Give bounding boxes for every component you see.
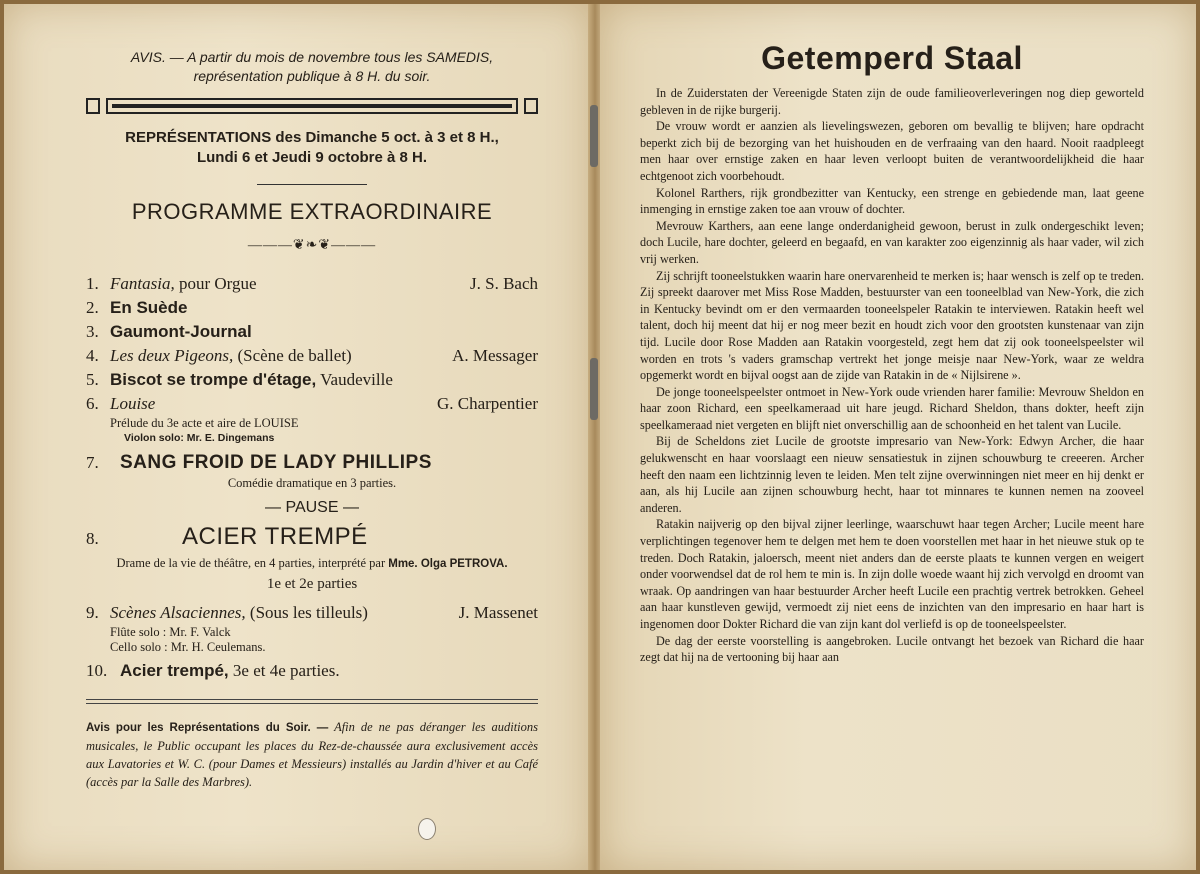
representations-line-1: REPRÉSENTATIONS des Dimanche 5 oct. à 3 et 8 H.,: [125, 129, 499, 146]
left-page: [4, 4, 590, 870]
programme-item-10: [86, 659, 538, 683]
punch-hole-left: [418, 818, 436, 840]
ornament: ———❦❧❦———: [247, 238, 377, 253]
synopsis-title: Getemperd Staal: [761, 40, 1023, 76]
programme-item-3: [86, 320, 538, 344]
bottom-divider: [86, 699, 538, 704]
representations-line-2: Lundi 6 et Jeudi 9 octobre à 8 H.: [196, 149, 428, 166]
synopsis-paragraph: Kolonel Rarthers, rijk grondbezitter van Kentucky, een strenge en gebiedende man, laat geene inmenging in ernstige zaken toe aan vrouw of dochter.: [640, 185, 1144, 217]
item-title: Acier trempé,: [120, 661, 229, 680]
item-8-actress: Mme. Olga PETROVA.: [388, 558, 508, 570]
item-title: Gaumont-Journal: [110, 322, 252, 341]
avis-bottom-text: Afin de ne pas déranger les auditions musicales, le Public occupant les places du Rez-de-chaussée aura exclusivement accès aux Lavatories et W. C. (pour Dames et Messieurs) installés au Jardin d'hiver et au Café (accès par la Salle des Marbres).: [86, 720, 539, 789]
item-composer: G. Charpentier: [436, 394, 538, 413]
item-number: 9.: [86, 603, 99, 622]
item-number: 3.: [86, 322, 99, 341]
avis-bottom-label: Avis pour les Représentations du Soir. —: [86, 722, 329, 734]
item-title: Fantasia,: [110, 274, 175, 293]
item-9-flute: Flûte solo : Mr. F. Valck: [110, 625, 231, 639]
decorative-band: [86, 98, 538, 114]
item-description: 3e et 4e parties.: [228, 661, 340, 680]
band-square-right: [524, 98, 538, 114]
item-title: Biscot se trompe d'étage,: [110, 370, 317, 389]
staple-bottom: [590, 358, 598, 420]
synopsis-paragraph: Bij de Scheldons ziet Lucile de grootste impresario van New-York: Edwyn Archer, die haar gelukwenscht en haar voorslaagt een nieuw sensatiestuk in zijnen schouwburg te creeeren. Archer heeft den naam een lichtzinnig leven te leiden. Men telt zijne overwinningen niet meer en hij denkt er aan, als hij Lucile aan zijnen schouwburg hecht, haar tot minnares te kunnen nemen na zooveel anderen.: [640, 434, 1144, 515]
item-title: Les deux Pigeons,: [110, 346, 234, 365]
item-8-parts: 1e et 2e parties: [266, 576, 358, 592]
synopsis-paragraph: Zij schrijft tooneelstukken waarin hare onervarenheid te merken is; haar wensch is zelf op te treden. Zij spreekt daarover met Miss Rose Madden, bestuurster van een tooneelblad van New-York, die zich in Kentucky bevindt om er den vermaarden tooneelspeler Ratakin te interviewen. Ratakin heeft wel talent, doch hij meent dat hij er nog meer bezit en houdt zich voor den grootsten kunstenaar van zijn tijd. Lucile door Rose Madden aan Ratakin voorgesteld, zegt hem dat zij ook tooneelspeelster wil worden en trots 's vaders gramschap vertrekt het jonge meisje naar New-York, waar ze weldra opgemerkt wordt en bijval oogst aan de zijde van Ratakin in de « Nijlsirene ».: [640, 268, 1144, 383]
item-9-cello: Cello solo : Mr. H. Ceulemans.: [110, 640, 266, 654]
synopsis-paragraph: Ratakin naijverig op den bijval zijner leerlinge, waarschuwt haar tegen Archer; Lucile meent hare verplichtingen tegenover hem te delgen met hem te doen voorstellen met haar in het nieuwe stuk op te treden. Doch Ratakin, jaloersch, meent niet anders dan de eerste plaats te kunnen vergen en weigert onder voorwendsel dat de rol hem te min is. In zijn dolle woede waant hij zich vervolgd en droomt van wraak. Op aandringen van haar bestuurder Archer heeft Lucile een prachtig vertrek betrokken. Geheel aan haar kunstleven gewijd, vermoedt zij niet eens de inzichten van den impresario en haar hart is ingenomen door Dokter Richard die van zijn kant dol verliefd is op de tooneelspeelster.: [640, 517, 1144, 631]
item-number: 10.: [86, 661, 108, 680]
synopsis-paragraph: In de Zuiderstaten der Vereenigde Staten zijn de oude familieoverleveringen nog diep geworteld gebleven in de rijke burgerij.: [640, 86, 1144, 117]
item-6-subtitle: Prélude du 3e acte et aire de LOUISE: [110, 416, 299, 430]
avis-top: [86, 48, 538, 86]
programme-item-4: [86, 344, 538, 368]
avis-bottom: [86, 718, 538, 791]
item-composer: A. Messager: [452, 346, 538, 365]
programme-title: PROGRAMME EXTRAORDINAIRE: [131, 199, 493, 224]
item-title: ACIER TREMPÉ: [182, 523, 368, 550]
right-page: [600, 4, 1196, 870]
item-title: En Suède: [110, 298, 188, 317]
synopsis-paragraph: Mevrouw Karthers, aan eene lange onderdanigheid gewoon, berust in zulk ondergeschikt leven; doch Lucile, hare dochter, geleerd en begaafd, en van karakter zoo eigenzinnig als haar vader, wil zich vrij werken.: [640, 218, 1144, 266]
band-square-left: [86, 98, 100, 114]
band-bar: [106, 98, 518, 114]
item-title: Scènes Alsaciennes,: [110, 603, 246, 622]
item-number: 8.: [86, 529, 99, 548]
synopsis-paragraph: De dag der eerste voorstelling is aangebroken. Lucile ontvangt het bezoek van Richard die haar zegt dat hij na de vertooning bij haar aan: [640, 633, 1144, 665]
programme-item-1: [86, 272, 538, 296]
item-description: Vaudeville: [316, 370, 393, 389]
avis-top-line-1: AVIS. — A partir du mois de novembre tous les SAMEDIS,: [130, 49, 494, 65]
item-title: Louise: [110, 394, 156, 413]
item-number: 1.: [86, 274, 99, 293]
programme-item-6: [86, 392, 538, 416]
programme-item-8: [86, 523, 538, 551]
divider-rule: [257, 184, 367, 185]
item-8-description: [86, 555, 538, 572]
item-description: pour Orgue: [174, 274, 257, 293]
item-composer: J. Massenet: [458, 603, 538, 622]
staple-top: [590, 105, 598, 167]
item-number: 7.: [86, 453, 99, 472]
synopsis-paragraph: De jonge tooneelspeelster ontmoet in New-York oude vrienden harer familie: Mevrouw Sheldon en haar zoon Richard, een speelkameraad uit hare jeugd. Richard Sheldon, thans dokter, heeft zijn speelkameraad niet vergeten en blijft niet onverschillig aan de schoonheid en het talent van Lucile.: [640, 384, 1144, 432]
representations: [86, 128, 538, 168]
avis-top-line-2: représentation publique à 8 H. du soir.: [193, 68, 431, 84]
item-description: (Sous les tilleuls): [245, 603, 368, 622]
item-number: 6.: [86, 394, 99, 413]
item-number: 4.: [86, 346, 99, 365]
pause-label: — PAUSE —: [265, 499, 359, 516]
programme-item-2: [86, 296, 538, 320]
item-6-soloist: Violon solo: Mr. E. Dingemans: [124, 432, 275, 444]
item-8-desc-text: Drame de la vie de théâtre, en 4 parties, interprété par: [116, 556, 386, 570]
item-description: (Scène de ballet): [233, 346, 352, 365]
item-7-subtitle: Comédie dramatique en 3 parties.: [227, 476, 397, 490]
item-number: 2.: [86, 298, 99, 317]
synopsis-paragraph: De vrouw wordt er aanzien als lievelingswezen, geboren om bevallig te blijven; hare opdracht beperkt zich bij de bezorging van het huishouden en de verfraaing van den haard. Nooit raadpleegt men haar over ernstige zaken en haar leven verloopt buiten de verantwoordelijkheid die haar echtgenoot zich voorbehoudt.: [640, 119, 1144, 183]
programme-item-9: [86, 601, 538, 625]
item-title: SANG FROID DE LADY PHILLIPS: [120, 452, 432, 473]
item-number: 5.: [86, 370, 99, 389]
programme-item-5: [86, 368, 538, 392]
item-composer: J. S. Bach: [470, 274, 538, 293]
programme-item-7: [86, 451, 538, 475]
